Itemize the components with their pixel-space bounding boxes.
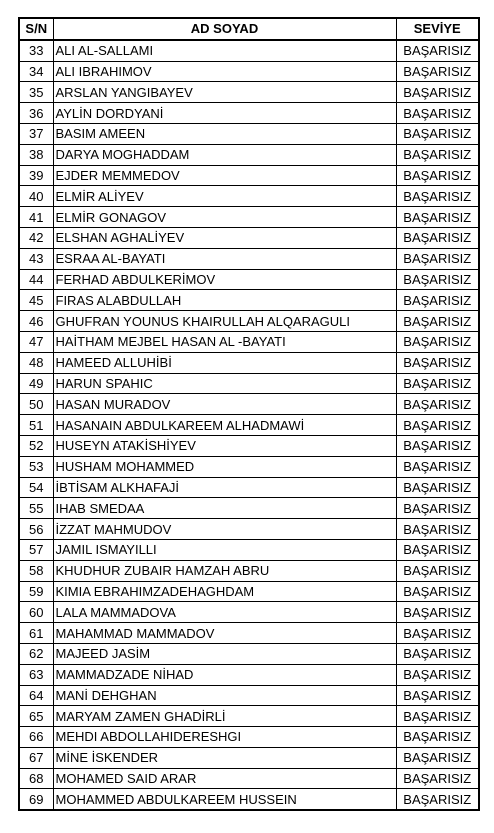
row-sn: 60 <box>19 602 53 623</box>
row-level: BAŞARISIZ <box>396 415 479 436</box>
row-sn: 57 <box>19 539 53 560</box>
row-name: EJDER MEMMEDOV <box>53 165 396 186</box>
table-row <box>19 373 479 394</box>
row-sn: 53 <box>19 456 53 477</box>
row-sn: 39 <box>19 165 53 186</box>
row-sn: 35 <box>19 82 53 103</box>
row-name: MARYAM ZAMEN GHADİRLİ <box>53 706 396 727</box>
row-level: BAŞARISIZ <box>396 727 479 748</box>
row-level: BAŞARISIZ <box>396 103 479 124</box>
table-row <box>19 82 479 103</box>
row-sn: 65 <box>19 706 53 727</box>
table-row <box>19 685 479 706</box>
row-name: MOHAMED SAID ARAR <box>53 768 396 789</box>
table-row <box>19 331 479 352</box>
row-level: BAŞARISIZ <box>396 123 479 144</box>
row-level: BAŞARISIZ <box>396 394 479 415</box>
row-name: FERHAD ABDULKERİMOV <box>53 269 396 290</box>
table-row <box>19 623 479 644</box>
table-row <box>19 789 479 810</box>
row-sn: 40 <box>19 186 53 207</box>
row-sn: 69 <box>19 789 53 810</box>
table-row <box>19 40 479 61</box>
row-name: ARSLAN YANGIBAYEV <box>53 82 396 103</box>
row-sn: 33 <box>19 40 53 61</box>
table-row <box>19 61 479 82</box>
row-level: BAŞARISIZ <box>396 706 479 727</box>
table-row <box>19 103 479 124</box>
row-level: BAŞARISIZ <box>396 352 479 373</box>
row-sn: 62 <box>19 643 53 664</box>
table-row <box>19 186 479 207</box>
row-sn: 41 <box>19 207 53 228</box>
row-level: BAŞARISIZ <box>396 165 479 186</box>
row-name: GHUFRAN YOUNUS KHAIRULLAH ALQARAGULI <box>53 311 396 332</box>
row-level: BAŞARISIZ <box>396 311 479 332</box>
row-sn: 49 <box>19 373 53 394</box>
row-level: BAŞARISIZ <box>396 373 479 394</box>
row-sn: 61 <box>19 623 53 644</box>
table-row <box>19 144 479 165</box>
row-name: MAHAMMAD MAMMADOV <box>53 623 396 644</box>
row-name: İBTİSAM ALKHAFAJİ <box>53 477 396 498</box>
table-row <box>19 269 479 290</box>
header-name: AD SOYAD <box>53 18 396 40</box>
row-level: BAŞARISIZ <box>396 789 479 810</box>
table-header <box>19 18 479 40</box>
row-level: BAŞARISIZ <box>396 82 479 103</box>
table-row <box>19 207 479 228</box>
table-row <box>19 290 479 311</box>
table-body <box>19 40 479 810</box>
row-name: HASANAIN ABDULKAREEM ALHADMAWİ <box>53 415 396 436</box>
row-name: LALA MAMMADOVA <box>53 602 396 623</box>
row-sn: 67 <box>19 747 53 768</box>
row-level: BAŞARISIZ <box>396 144 479 165</box>
row-level: BAŞARISIZ <box>396 747 479 768</box>
table-row <box>19 248 479 269</box>
row-level: BAŞARISIZ <box>396 581 479 602</box>
row-sn: 36 <box>19 103 53 124</box>
row-name: KHUDHUR ZUBAIR HAMZAH ABRU <box>53 560 396 581</box>
row-sn: 59 <box>19 581 53 602</box>
row-level: BAŞARISIZ <box>396 643 479 664</box>
table-row <box>19 435 479 456</box>
row-sn: 50 <box>19 394 53 415</box>
row-name: MEHDI ABDOLLAHIDERESHGI <box>53 727 396 748</box>
row-name: MANİ DEHGHAN <box>53 685 396 706</box>
row-name: ELMİR GONAGOV <box>53 207 396 228</box>
row-name: İZZAT MAHMUDOV <box>53 519 396 540</box>
row-name: AYLİN DORDYANİ <box>53 103 396 124</box>
table-row <box>19 727 479 748</box>
table-row <box>19 477 479 498</box>
row-level: BAŞARISIZ <box>396 61 479 82</box>
row-name: HUSHAM MOHAMMED <box>53 456 396 477</box>
row-level: BAŞARISIZ <box>396 477 479 498</box>
row-sn: 43 <box>19 248 53 269</box>
row-level: BAŞARISIZ <box>396 560 479 581</box>
row-name: ESRAA AL-BAYATI <box>53 248 396 269</box>
row-sn: 63 <box>19 664 53 685</box>
row-name: ALI AL-SALLAMI <box>53 40 396 61</box>
row-name: DARYA MOGHADDAM <box>53 144 396 165</box>
row-level: BAŞARISIZ <box>396 290 479 311</box>
row-level: BAŞARISIZ <box>396 623 479 644</box>
table-row <box>19 706 479 727</box>
row-name: BASIM AMEEN <box>53 123 396 144</box>
row-name: HUSEYN ATAKİSHİYEV <box>53 435 396 456</box>
row-level: BAŞARISIZ <box>396 456 479 477</box>
table-row <box>19 519 479 540</box>
row-sn: 55 <box>19 498 53 519</box>
row-sn: 42 <box>19 227 53 248</box>
row-name: IHAB SMEDAA <box>53 498 396 519</box>
row-sn: 47 <box>19 331 53 352</box>
table-row <box>19 602 479 623</box>
row-name: MOHAMMED ABDULKAREEM HUSSEIN <box>53 789 396 810</box>
row-level: BAŞARISIZ <box>396 498 479 519</box>
table-row <box>19 581 479 602</box>
table-row <box>19 227 479 248</box>
row-name: MAMMADZADE NİHAD <box>53 664 396 685</box>
row-level: BAŞARISIZ <box>396 539 479 560</box>
table-row <box>19 352 479 373</box>
row-sn: 48 <box>19 352 53 373</box>
row-name: JAMIL ISMAYILLI <box>53 539 396 560</box>
row-level: BAŞARISIZ <box>396 248 479 269</box>
row-level: BAŞARISIZ <box>396 186 479 207</box>
row-name: ELSHAN AGHALİYEV <box>53 227 396 248</box>
row-sn: 44 <box>19 269 53 290</box>
header-sn: S/N <box>19 18 53 40</box>
row-level: BAŞARISIZ <box>396 227 479 248</box>
results-table <box>18 17 480 811</box>
row-level: BAŞARISIZ <box>396 685 479 706</box>
row-sn: 68 <box>19 768 53 789</box>
row-sn: 51 <box>19 415 53 436</box>
row-sn: 38 <box>19 144 53 165</box>
row-sn: 37 <box>19 123 53 144</box>
row-sn: 56 <box>19 519 53 540</box>
table-row <box>19 456 479 477</box>
table-row <box>19 747 479 768</box>
row-name: FIRAS ALABDULLAH <box>53 290 396 311</box>
row-level: BAŞARISIZ <box>396 664 479 685</box>
row-name: HAİTHAM MEJBEL HASAN AL -BAYATI <box>53 331 396 352</box>
row-level: BAŞARISIZ <box>396 602 479 623</box>
table-row <box>19 498 479 519</box>
row-sn: 54 <box>19 477 53 498</box>
row-sn: 46 <box>19 311 53 332</box>
row-name: HAMEED ALLUHİBİ <box>53 352 396 373</box>
row-level: BAŞARISIZ <box>396 331 479 352</box>
row-name: HASAN MURADOV <box>53 394 396 415</box>
table-row <box>19 768 479 789</box>
row-level: BAŞARISIZ <box>396 40 479 61</box>
row-name: HARUN SPAHIC <box>53 373 396 394</box>
row-sn: 45 <box>19 290 53 311</box>
row-sn: 66 <box>19 727 53 748</box>
row-sn: 58 <box>19 560 53 581</box>
row-sn: 64 <box>19 685 53 706</box>
table-row <box>19 664 479 685</box>
row-name: ALI IBRAHIMOV <box>53 61 396 82</box>
row-sn: 52 <box>19 435 53 456</box>
row-level: BAŞARISIZ <box>396 269 479 290</box>
row-level: BAŞARISIZ <box>396 768 479 789</box>
row-name: MAJEED JASİM <box>53 643 396 664</box>
row-name: MİNE İSKENDER <box>53 747 396 768</box>
header-row <box>19 18 479 40</box>
table-row <box>19 415 479 436</box>
table-row <box>19 311 479 332</box>
row-level: BAŞARISIZ <box>396 207 479 228</box>
table-row <box>19 165 479 186</box>
table-row <box>19 560 479 581</box>
header-level: SEVİYE <box>396 18 479 40</box>
table-row <box>19 394 479 415</box>
row-level: BAŞARISIZ <box>396 519 479 540</box>
table-row <box>19 539 479 560</box>
table-row <box>19 123 479 144</box>
row-name: ELMİR ALİYEV <box>53 186 396 207</box>
table-row <box>19 643 479 664</box>
row-level: BAŞARISIZ <box>396 435 479 456</box>
row-name: KIMIA EBRAHIMZADEHAGHDAM <box>53 581 396 602</box>
row-sn: 34 <box>19 61 53 82</box>
